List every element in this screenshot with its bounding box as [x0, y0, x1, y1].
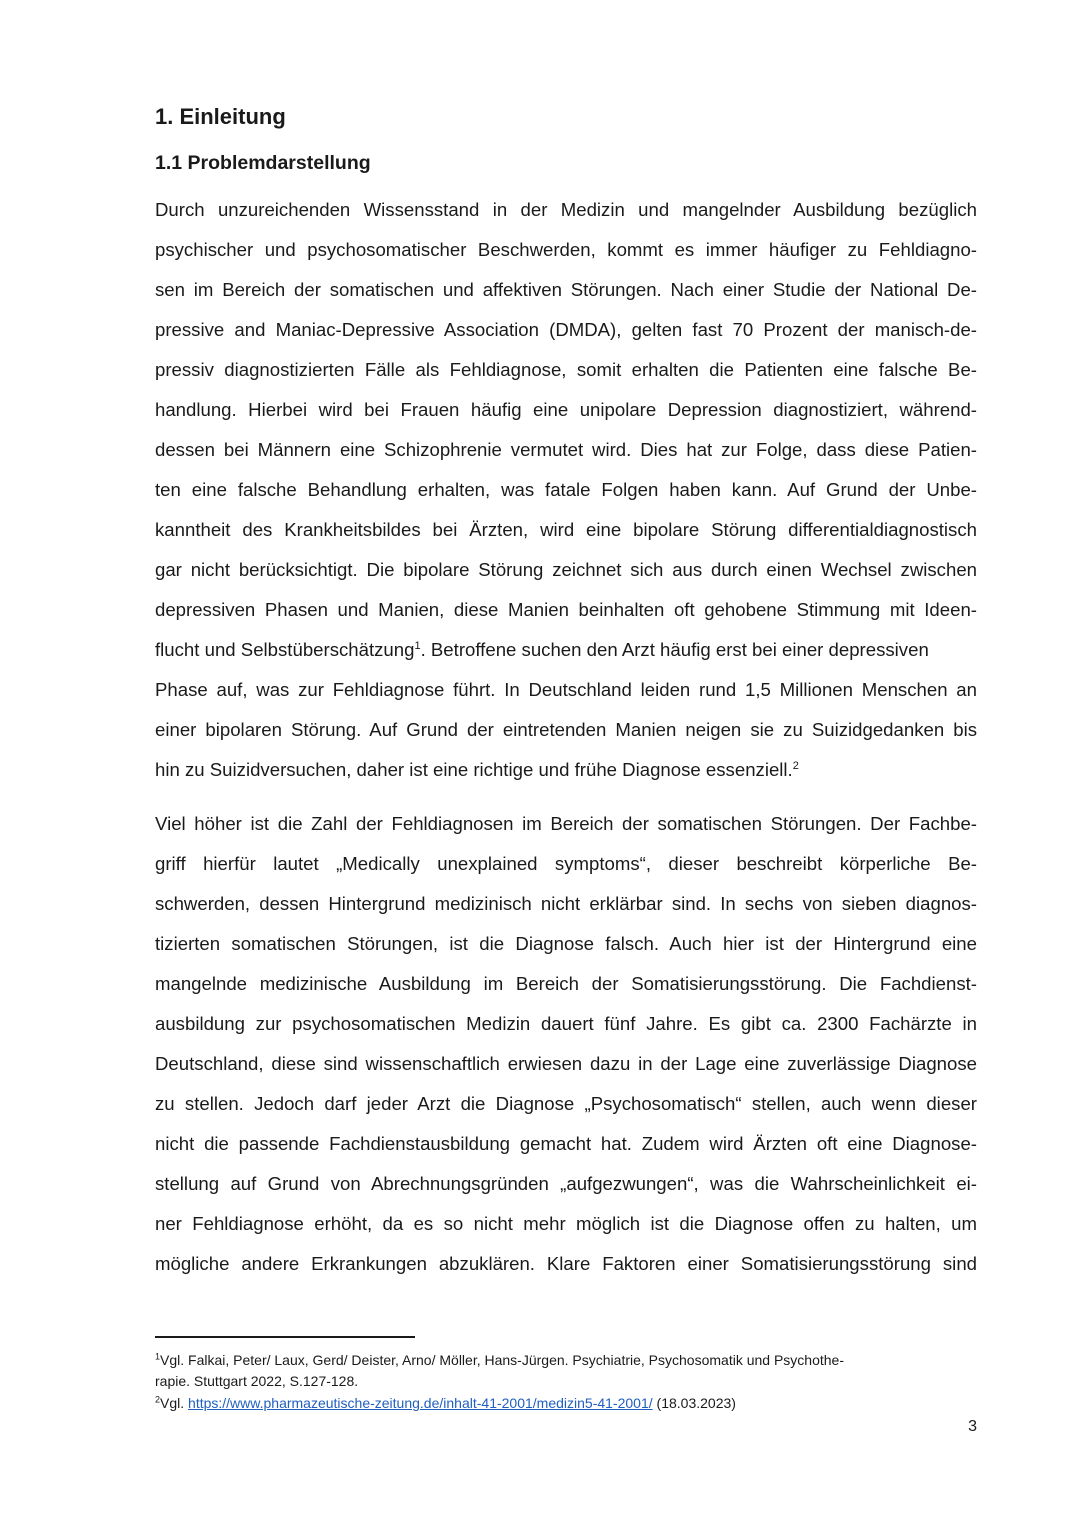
- text-line: mangelnde medizinische Ausbildung im Bereich der Somatisierungsstörung. Die Fachdienst-: [155, 973, 977, 994]
- page-number: 3: [968, 1418, 977, 1435]
- text-line: einer bipolaren Störung. Auf Grund der eintretenden Manien neigen sie zu Suizidgedanken bis: [155, 719, 977, 740]
- text-line: dessen bei Männern eine Schizophrenie vermutet wird. Dies hat zur Folge, dass diese Patien-: [155, 439, 977, 460]
- text-line: pressiv diagnostizierten Fälle als Fehldiagnose, somit erhalten die Patienten eine falsche Be-: [155, 359, 977, 380]
- text-line: Durch unzureichenden Wissensstand in der Medizin und mangelnder Ausbildung bezüglich: [155, 199, 977, 220]
- footnote-ref-1[interactable]: 1: [414, 639, 421, 652]
- footnote-2-line: [155, 1393, 977, 1413]
- text-line: ten eine falsche Behandlung erhalten, was fatale Folgen haben kann. Auf Grund der Unbe-: [155, 479, 977, 500]
- text-run: flucht und Selbstüberschätzung: [155, 639, 415, 660]
- text-line: [155, 638, 977, 662]
- text-line: schwerden, dessen Hintergrund medizinisch nicht erklärbar sind. In sechs von sieben diagnos-: [155, 893, 977, 914]
- text-run: . Betroffene suchen den Arzt häufig erst bei einer depressiven: [420, 639, 929, 660]
- text-line: [155, 758, 977, 782]
- footnote-ref-2[interactable]: 2: [792, 759, 799, 772]
- text-line: ausbildung zur psychosomatischen Medizin dauert fünf Jahre. Es gibt ca. 2300 Fachärzte in: [155, 1013, 977, 1034]
- footnote-1-text: Vgl. Falkai, Peter/ Laux, Gerd/ Deister, Arno/ Möller, Hans-Jürgen. Psychiatrie, Psychosomatik und Psychothe-: [160, 1352, 844, 1368]
- text-line: pressive and Maniac-Depressive Association (DMDA), gelten fast 70 Prozent der manisch-de-: [155, 319, 977, 340]
- footnote-2-link[interactable]: https://www.pharmazeutische-zeitung.de/inhalt-41-2001/medizin5-41-2001/: [188, 1395, 653, 1411]
- footnote-2-prefix: Vgl.: [160, 1395, 189, 1411]
- chapter-heading: 1. Einleitung: [155, 104, 286, 129]
- text-line: zu stellen. Jedoch darf jeder Arzt die Diagnose „Psychosomatisch“ stellen, auch wenn dieser: [155, 1093, 977, 1114]
- text-line: Phase auf, was zur Fehldiagnose führt. In Deutschland leiden rund 1,5 Millionen Menschen an: [155, 679, 977, 700]
- text-line: psychischer und psychosomatischer Beschwerden, kommt es immer häufiger zu Fehldiagno-: [155, 239, 977, 260]
- text-line: ner Fehldiagnose erhöht, da es so nicht mehr möglich ist die Diagnose offen zu halten, um: [155, 1213, 977, 1234]
- footnote-1-line: rapie. Stuttgart 2022, S.127-128.: [155, 1373, 359, 1389]
- text-line: handlung. Hierbei wird bei Frauen häufig eine unipolare Depression diagnostiziert, während-: [155, 399, 977, 420]
- footnote-divider: [155, 1336, 415, 1338]
- text-line: stellung auf Grund von Abrechnungsgründen „aufgezwungen“, was die Wahrscheinlichkeit ei-: [155, 1173, 977, 1194]
- section-heading: 1.1 Problemdarstellung: [155, 152, 371, 174]
- text-line: nicht die passende Fachdienstausbildung gemacht hat. Zudem wird Ärzten oft eine Diagnose-: [155, 1133, 977, 1154]
- footnote-1-line: [155, 1350, 977, 1370]
- text-line: Viel höher ist die Zahl der Fehldiagnosen im Bereich der somatischen Störungen. Der Fachbe-: [155, 813, 977, 834]
- text-line: tizierten somatischen Störungen, ist die Diagnose falsch. Auch hier ist der Hintergrund eine: [155, 933, 977, 954]
- text-line: kanntheit des Krankheitsbildes bei Ärzten, wird eine bipolare Störung differentialdiagnostisch: [155, 519, 977, 540]
- text-line: Deutschland, diese sind wissenschaftlich erwiesen dazu in der Lage eine zuverlässige Diagnose: [155, 1053, 977, 1074]
- text-run: hin zu Suizidversuchen, daher ist eine richtige und frühe Diagnose essenziell.: [155, 759, 793, 780]
- text-line: griff hierfür lautet „Medically unexplained symptoms“, dieser beschreibt körperliche Be-: [155, 853, 977, 874]
- text-line: mögliche andere Erkrankungen abzuklären. Klare Faktoren einer Somatisierungsstörung sind: [155, 1253, 977, 1274]
- footnote-2-mark: 2: [155, 1394, 161, 1405]
- text-line: sen im Bereich der somatischen und affektiven Störungen. Nach einer Studie der National De-: [155, 279, 977, 300]
- footnote-1-mark: 1: [155, 1351, 161, 1362]
- text-line: gar nicht berücksichtigt. Die bipolare Störung zeichnet sich aus durch einen Wechsel zwischen: [155, 559, 977, 580]
- footnote-2-date: (18.03.2023): [652, 1395, 736, 1411]
- text-line: depressiven Phasen und Manien, diese Manien beinhalten oft gehobene Stimmung mit Ideen-: [155, 599, 977, 620]
